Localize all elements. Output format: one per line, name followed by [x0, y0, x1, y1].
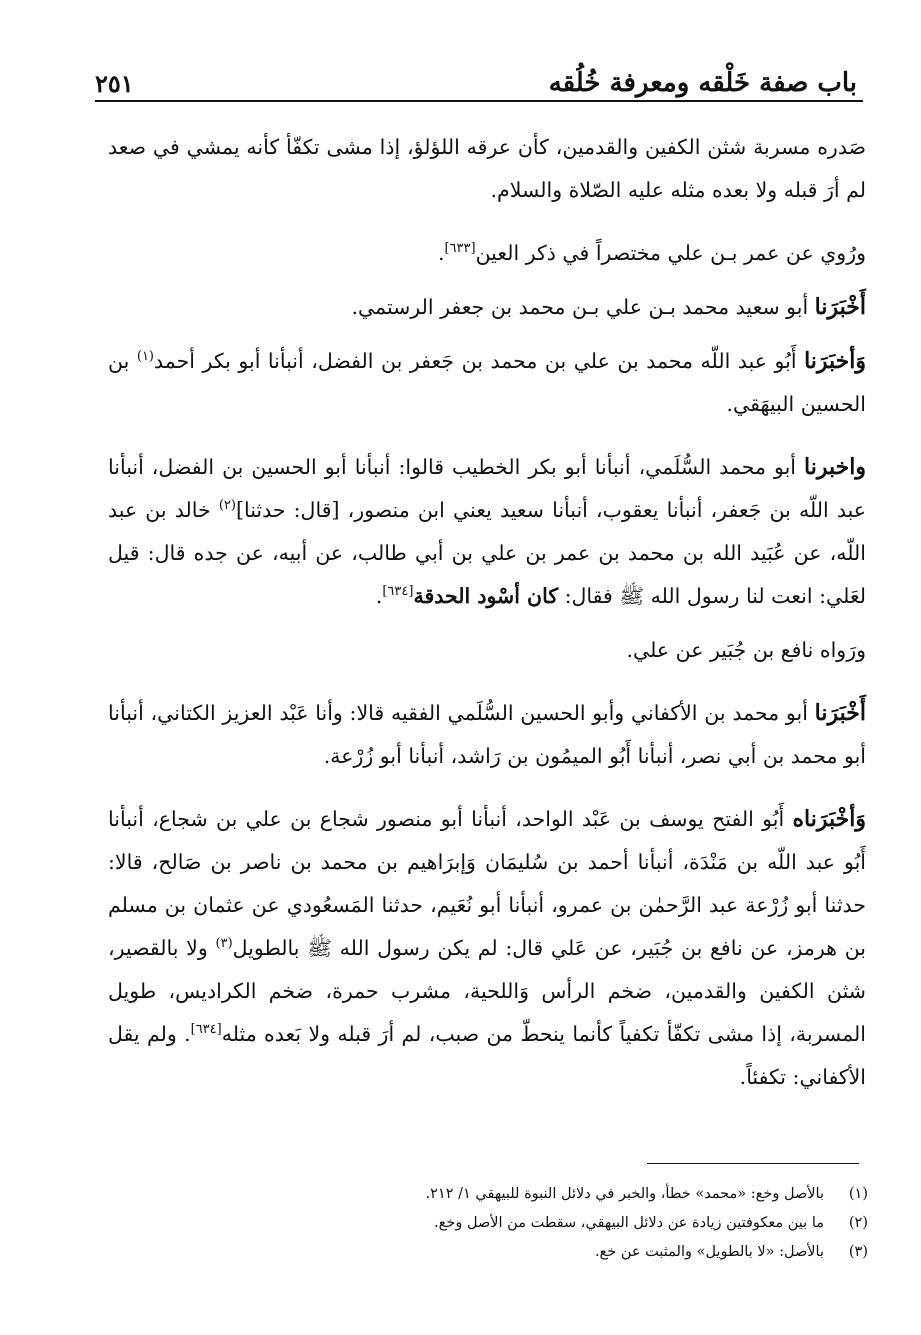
footnote-number: (٣) — [848, 1244, 868, 1260]
emphasis-text: كان أسْود الحدقة — [413, 584, 559, 608]
paragraph — [108, 446, 866, 618]
header-rule — [95, 100, 863, 102]
text-run: أَبُو الفتح يوسف بن عَبْد الواحد، أنبأنا أبو منصور شجاع بن علي بن شجاع، أنبأنا أَبُو عبد اللّه بن مَنْدَة، أنبأنا أحمد بن سُليمَان وَإبرَاهيم بن محمد بن ناصر بن صَالح، قالا: حدثنا أبو زُرْعة عبد الرَّحمٰن بن عمرو، أنبأنا أبو نُعَيم، حدثنا المَسعُودي عن عثمان بن مسلم بن هرمز، عن نافع بن جُبَير، عن عَلي قال: لم يكن رسول الله ﷺ بالطويل — [108, 807, 866, 960]
paragraph — [108, 232, 866, 275]
text-run: أبو محمد بن الأكفاني وأبو الحسين السُّلَمي الفقيه قالا: وأنا عَبْد العزيز الكتاني، أنبأنا أبو محمد بن أبي نصر، أنبأنا أَبُو الميمُون بن رَاشد، أنبأنا أبو زُرْعة. — [108, 701, 866, 768]
paragraph — [108, 692, 866, 778]
hadith-number: [٦٣٣] — [444, 241, 476, 257]
text-run: ورَواه نافع بن جُبَير عن علي. — [626, 638, 866, 662]
footnote-ref: (٣) — [215, 936, 233, 952]
text-run: ولا بالقصير، شثن الكفين والقدمين، ضخم الرأس وَاللحية، مشرب حمرة، ضخم الكراديس، طويل المسربة، إذا مشى تكفّأ تكفياً كأنما ينحطّ من صبب، لم أرَ قبله ولا بَعده مثله — [108, 936, 866, 1046]
text-run: بن الحسين البيهَقي. — [108, 349, 866, 416]
transmission-keyword: أَخْبَرَنا — [814, 700, 866, 726]
hadith-number: [٦٣٤] — [382, 584, 414, 600]
footnote — [200, 1209, 868, 1238]
footnote-text: بالأصل وخع: «محمد» خطأ، والخبر في دلائل النبوة للبيهقي ١/ ٢١٢. — [425, 1186, 824, 1202]
text-run: أبو سعيد محمد بـن علي بـن محمد بن جعفر الرستمي. — [351, 295, 815, 319]
text-run: أَبُو عبد اللّه محمد بن علي بن محمد بن جَعفر بن الفضل، أنبأنا أبو بكر أحمد — [154, 349, 805, 373]
footnote-rule — [647, 1163, 859, 1164]
page-number: ٢٥١ — [95, 69, 134, 98]
footnote-number: (١) — [848, 1186, 868, 1202]
paragraph — [108, 629, 866, 672]
text-run: . — [375, 584, 383, 608]
footnote-text: ما بين معكوفتين زيادة عن دلائل البيهقي، سقطت من الأصل وخع. — [434, 1215, 824, 1231]
text-run: ورُوي عن عمر بـن علي مختصراً في ذكر العين — [475, 241, 866, 265]
transmission-keyword: واخبرنا — [804, 454, 866, 480]
footnote-number: (٢) — [848, 1215, 868, 1231]
footnote — [200, 1180, 868, 1209]
transmission-keyword: أَخْبَرَنا — [814, 294, 866, 320]
page-header — [95, 58, 857, 98]
paragraph — [108, 798, 866, 1099]
footnotes — [200, 1180, 868, 1267]
text-run: صَدره مسربة شثن الكفين والقدمين، كأن عرقه اللؤلؤ، إذا مشى تكفّأ كأنه يمشي في صعد لم أرَ قبله ولا بعده مثله عليه الصّلاة والسلام. — [108, 135, 866, 202]
paragraph — [108, 126, 866, 212]
hadith-number: [٦٣٤] — [190, 1022, 222, 1038]
text-run: أبو محمد السُّلَمي، أنبأنا أبو بكر الخطيب قالوا: أنبأنا أبو الحسين بن الفضل، أنبأنا عبد اللّه بن جَعفر، أنبأنا يعقوب، أنبأنا سعيد يعني ابن منصور، [قال: حدثنا] — [108, 455, 866, 522]
paragraph — [108, 340, 866, 426]
running-title: باب صفة خَلْقه ومعرفة خُلُقه — [548, 68, 857, 98]
text-run: . ولم يقل الأكفاني: تكفئاً. — [108, 1022, 866, 1089]
footnote-ref: (١) — [136, 349, 154, 365]
text-run: خالد بن عبد اللّه، عن عُبَيد الله بن محمد بن عمر بن علي بن أبي طالب، عن أبيه، عن جده قال: قيل لعَلي: انعت لنا رسول الله ﷺ فقال: — [108, 498, 866, 608]
text-run: . — [437, 241, 445, 265]
transmission-keyword: وَأخْبَرَناه — [792, 806, 866, 832]
main-text — [108, 126, 866, 1110]
footnote-text: بالأصل: «لا بالطويل» والمثبت عن خع. — [594, 1244, 824, 1260]
paragraph — [108, 286, 866, 329]
footnote — [200, 1238, 868, 1267]
footnote-ref: (٢) — [218, 498, 236, 514]
transmission-keyword: وَأخبَرَنا — [804, 348, 867, 374]
